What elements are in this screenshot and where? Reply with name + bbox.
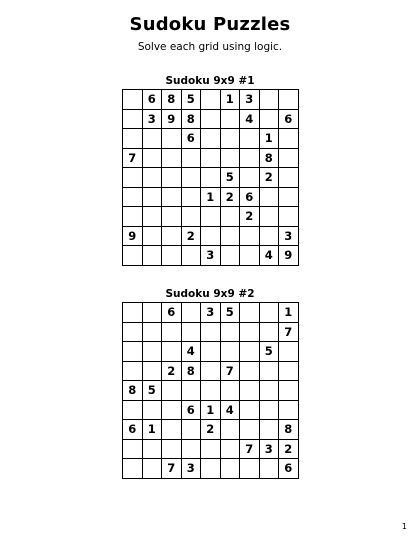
sudoku-cell[interactable]: 2 <box>182 227 202 247</box>
sudoku-cell[interactable]: 3 <box>260 440 280 460</box>
sudoku-cell[interactable] <box>123 459 143 479</box>
sudoku-cell[interactable]: 8 <box>162 90 182 110</box>
sudoku-cell[interactable] <box>279 90 299 110</box>
sudoku-cell[interactable] <box>221 342 241 362</box>
sudoku-cell[interactable] <box>221 207 241 227</box>
sudoku-cell[interactable]: 6 <box>143 90 163 110</box>
sudoku-cell[interactable]: 2 <box>201 420 221 440</box>
sudoku-cell[interactable] <box>279 401 299 421</box>
sudoku-cell[interactable] <box>143 188 163 208</box>
sudoku-cell[interactable] <box>143 149 163 169</box>
sudoku-cell[interactable] <box>143 362 163 382</box>
sudoku-cell[interactable]: 6 <box>279 110 299 130</box>
sudoku-cell[interactable]: 1 <box>201 401 221 421</box>
sudoku-cell[interactable]: 5 <box>221 303 241 323</box>
sudoku-cell[interactable] <box>162 149 182 169</box>
sudoku-cell[interactable] <box>201 168 221 188</box>
sudoku-cell[interactable]: 5 <box>221 168 241 188</box>
sudoku-cell[interactable] <box>123 303 143 323</box>
sudoku-cell[interactable] <box>123 246 143 266</box>
sudoku-cell[interactable] <box>260 420 280 440</box>
sudoku-cell[interactable] <box>143 401 163 421</box>
sudoku-cell[interactable]: 1 <box>201 188 221 208</box>
sudoku-cell[interactable]: 7 <box>123 149 143 169</box>
sudoku-cell[interactable] <box>201 149 221 169</box>
sudoku-cell[interactable] <box>123 323 143 343</box>
sudoku-cell[interactable] <box>182 303 202 323</box>
sudoku-cell[interactable] <box>279 381 299 401</box>
sudoku-cell[interactable] <box>143 440 163 460</box>
sudoku-cell[interactable]: 5 <box>143 381 163 401</box>
sudoku-cell[interactable] <box>221 420 241 440</box>
sudoku-cell[interactable] <box>182 149 202 169</box>
sudoku-cell[interactable]: 8 <box>182 362 202 382</box>
sudoku-cell[interactable] <box>162 129 182 149</box>
sudoku-cell[interactable] <box>279 168 299 188</box>
sudoku-cell[interactable]: 9 <box>279 246 299 266</box>
sudoku-cell[interactable] <box>201 459 221 479</box>
sudoku-cell[interactable] <box>123 168 143 188</box>
sudoku-cell[interactable]: 8 <box>182 110 202 130</box>
sudoku-cell[interactable] <box>182 420 202 440</box>
sudoku-cell[interactable] <box>123 342 143 362</box>
sudoku-cell[interactable] <box>201 440 221 460</box>
sudoku-cell[interactable] <box>221 459 241 479</box>
sudoku-cell[interactable]: 2 <box>240 207 260 227</box>
sudoku-cell[interactable] <box>279 188 299 208</box>
sudoku-cell[interactable] <box>201 207 221 227</box>
sudoku-cell[interactable]: 1 <box>221 90 241 110</box>
sudoku-cell[interactable] <box>182 323 202 343</box>
sudoku-cell[interactable] <box>162 440 182 460</box>
sudoku-cell[interactable] <box>260 303 280 323</box>
sudoku-cell[interactable] <box>240 149 260 169</box>
sudoku-grid <box>122 89 299 266</box>
puzzle-title: Sudoku 9x9 #1 <box>165 75 255 87</box>
sudoku-cell[interactable]: 3 <box>182 459 202 479</box>
sudoku-cell[interactable] <box>260 90 280 110</box>
sudoku-cell[interactable] <box>143 168 163 188</box>
sudoku-cell[interactable]: 1 <box>279 303 299 323</box>
sudoku-cell[interactable] <box>162 227 182 247</box>
sudoku-cell[interactable] <box>143 227 163 247</box>
sudoku-cell[interactable] <box>221 440 241 460</box>
sudoku-cell[interactable] <box>240 227 260 247</box>
sudoku-cell[interactable] <box>221 246 241 266</box>
sudoku-cell[interactable]: 5 <box>182 90 202 110</box>
sudoku-cell[interactable] <box>279 129 299 149</box>
sudoku-cell[interactable] <box>221 129 241 149</box>
sudoku-cell[interactable] <box>162 342 182 362</box>
sudoku-cell[interactable]: 6 <box>182 129 202 149</box>
sudoku-cell[interactable] <box>201 110 221 130</box>
sudoku-cell[interactable]: 7 <box>221 362 241 382</box>
sudoku-cell[interactable]: 7 <box>162 459 182 479</box>
sudoku-cell[interactable] <box>162 246 182 266</box>
sudoku-cell[interactable] <box>260 188 280 208</box>
sudoku-cell[interactable] <box>143 459 163 479</box>
sudoku-grid <box>122 302 299 479</box>
sudoku-cell[interactable]: 2 <box>260 168 280 188</box>
sudoku-cell[interactable] <box>260 207 280 227</box>
sudoku-cell[interactable]: 2 <box>162 362 182 382</box>
sudoku-cell[interactable] <box>162 323 182 343</box>
sudoku-cell[interactable] <box>162 401 182 421</box>
sudoku-cell[interactable] <box>201 381 221 401</box>
sudoku-cell[interactable] <box>182 440 202 460</box>
sudoku-cell[interactable] <box>123 207 143 227</box>
sudoku-cell[interactable] <box>201 323 221 343</box>
sudoku-cell[interactable] <box>201 362 221 382</box>
sudoku-cell[interactable]: 6 <box>123 420 143 440</box>
sudoku-cell[interactable] <box>143 342 163 362</box>
sudoku-cell[interactable] <box>162 207 182 227</box>
sudoku-cell[interactable] <box>143 323 163 343</box>
sudoku-cell[interactable]: 6 <box>240 188 260 208</box>
sudoku-cell[interactable] <box>221 149 241 169</box>
sudoku-cell[interactable]: 4 <box>260 246 280 266</box>
sudoku-cell[interactable] <box>279 207 299 227</box>
sudoku-cell[interactable]: 2 <box>279 440 299 460</box>
sudoku-cell[interactable] <box>240 420 260 440</box>
sudoku-cell[interactable] <box>143 246 163 266</box>
sudoku-cell[interactable] <box>221 227 241 247</box>
sudoku-cell[interactable] <box>201 129 221 149</box>
sudoku-cell[interactable] <box>123 362 143 382</box>
sudoku-cell[interactable]: 6 <box>162 303 182 323</box>
sudoku-cell[interactable]: 1 <box>143 420 163 440</box>
sudoku-cell[interactable] <box>240 381 260 401</box>
sudoku-cell[interactable] <box>240 342 260 362</box>
sudoku-cell[interactable] <box>279 362 299 382</box>
sudoku-cell[interactable] <box>162 381 182 401</box>
sudoku-cell[interactable]: 1 <box>260 129 280 149</box>
sudoku-cell[interactable] <box>162 188 182 208</box>
sudoku-cell[interactable] <box>162 420 182 440</box>
sudoku-cell[interactable] <box>240 323 260 343</box>
sudoku-cell[interactable]: 9 <box>123 227 143 247</box>
sudoku-cell[interactable]: 7 <box>240 440 260 460</box>
sudoku-cell[interactable] <box>143 129 163 149</box>
sudoku-cell[interactable] <box>240 401 260 421</box>
sudoku-cell[interactable] <box>240 459 260 479</box>
sudoku-cell[interactable]: 7 <box>279 323 299 343</box>
sudoku-cell[interactable] <box>260 362 280 382</box>
sudoku-cell[interactable]: 6 <box>279 459 299 479</box>
sudoku-cell[interactable] <box>279 342 299 362</box>
sudoku-cell[interactable] <box>240 246 260 266</box>
sudoku-cell[interactable] <box>240 303 260 323</box>
sudoku-cell[interactable] <box>221 110 241 130</box>
sudoku-cell[interactable]: 3 <box>240 90 260 110</box>
sudoku-cell[interactable] <box>143 207 163 227</box>
sudoku-cell[interactable] <box>123 110 143 130</box>
sudoku-cell[interactable]: 5 <box>260 342 280 362</box>
sudoku-puzzle-2 <box>122 286 298 479</box>
sudoku-cell[interactable] <box>182 207 202 227</box>
sudoku-cell[interactable] <box>123 90 143 110</box>
sudoku-cell[interactable] <box>240 129 260 149</box>
sudoku-cell[interactable] <box>260 381 280 401</box>
sudoku-cell[interactable] <box>162 168 182 188</box>
page-number: 1 <box>401 522 407 531</box>
sudoku-cell[interactable]: 3 <box>201 246 221 266</box>
sudoku-cell[interactable] <box>123 440 143 460</box>
puzzle-title: Sudoku 9x9 #2 <box>165 288 255 300</box>
sudoku-cell[interactable] <box>182 168 202 188</box>
sudoku-cell[interactable] <box>240 362 260 382</box>
sudoku-cell[interactable] <box>279 149 299 169</box>
sudoku-cell[interactable]: 4 <box>221 401 241 421</box>
sudoku-puzzle-1 <box>122 73 298 266</box>
sudoku-cell[interactable]: 6 <box>182 401 202 421</box>
sudoku-cell[interactable] <box>221 381 241 401</box>
sudoku-cell[interactable] <box>260 459 280 479</box>
sudoku-cell[interactable]: 4 <box>240 110 260 130</box>
sudoku-cell[interactable] <box>240 168 260 188</box>
sudoku-cell[interactable] <box>123 401 143 421</box>
sudoku-cell[interactable] <box>260 110 280 130</box>
sudoku-cell[interactable] <box>182 381 202 401</box>
sudoku-cell[interactable] <box>182 188 202 208</box>
sudoku-cell[interactable]: 8 <box>260 149 280 169</box>
page-subtitle: Solve each grid using logic. <box>137 41 283 53</box>
sudoku-cell[interactable] <box>182 246 202 266</box>
sudoku-cell[interactable] <box>201 342 221 362</box>
sudoku-cell[interactable]: 4 <box>182 342 202 362</box>
sudoku-cell[interactable] <box>201 227 221 247</box>
sudoku-cell[interactable] <box>260 323 280 343</box>
sudoku-cell[interactable] <box>221 323 241 343</box>
page-title: Sudoku Puzzles <box>129 14 291 35</box>
sudoku-cell[interactable] <box>260 227 280 247</box>
sudoku-cell[interactable]: 3 <box>201 303 221 323</box>
sudoku-cell[interactable] <box>201 90 221 110</box>
sudoku-cell[interactable] <box>260 401 280 421</box>
sudoku-cell[interactable]: 2 <box>221 188 241 208</box>
sudoku-cell[interactable]: 9 <box>162 110 182 130</box>
sudoku-cell[interactable] <box>123 129 143 149</box>
sudoku-cell[interactable]: 8 <box>123 381 143 401</box>
sudoku-cell[interactable]: 8 <box>279 420 299 440</box>
sudoku-cell[interactable] <box>143 303 163 323</box>
sudoku-cell[interactable] <box>123 188 143 208</box>
sudoku-cell[interactable]: 3 <box>279 227 299 247</box>
sudoku-cell[interactable]: 3 <box>143 110 163 130</box>
